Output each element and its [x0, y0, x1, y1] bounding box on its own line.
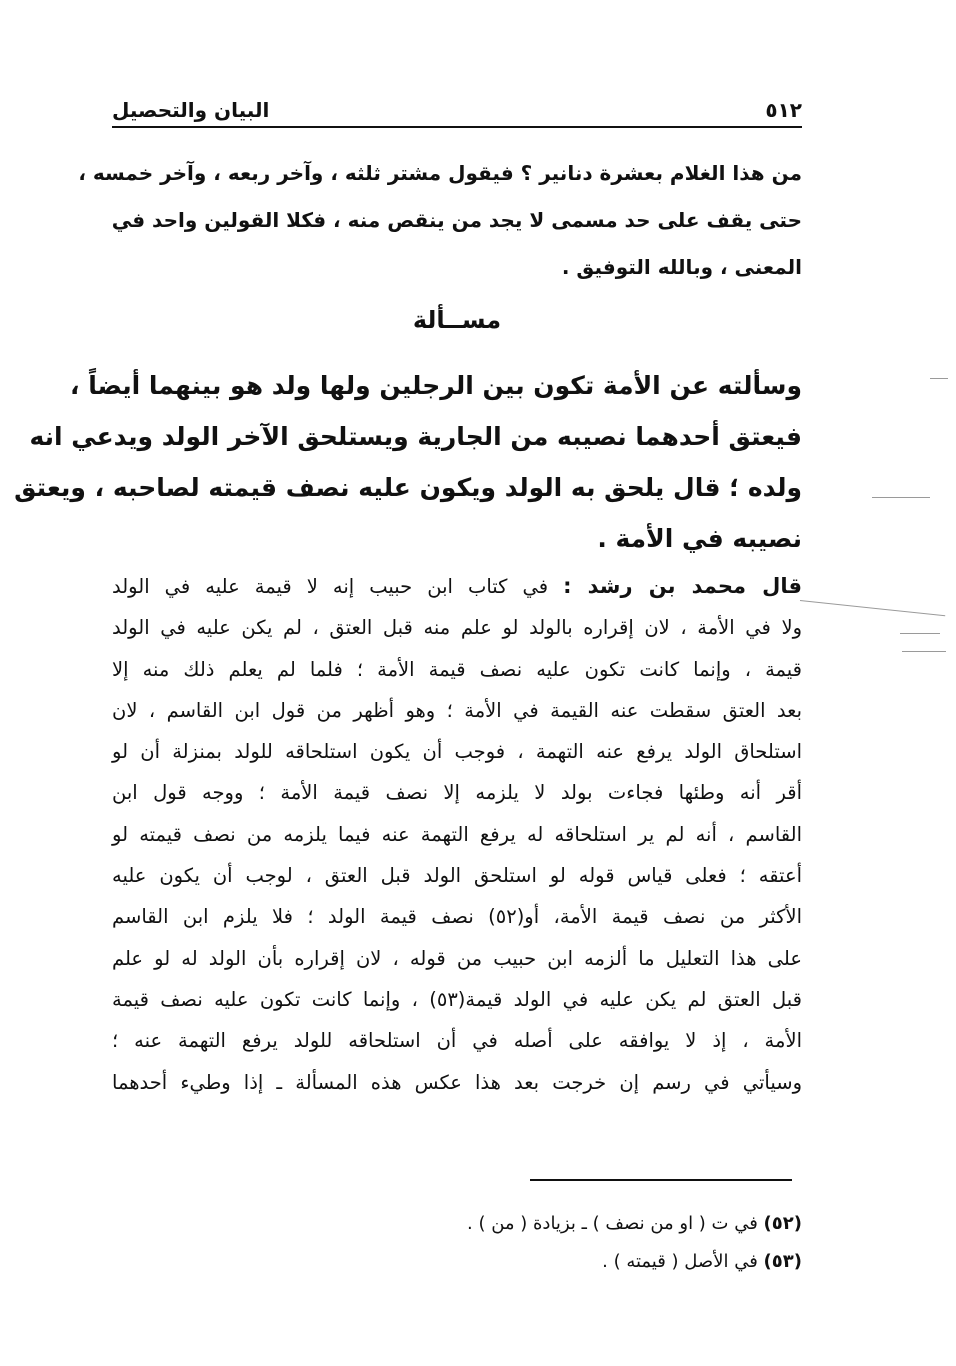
footnote-number: (٥٣) [763, 1251, 802, 1272]
text-line: الأمة ، إذ لا يوافقه على أصله في أن استلحاقه للولد يرفع التهمة عنه ؛ [112, 1029, 802, 1053]
footnotes [112, 1205, 802, 1281]
text-line: قيمة ، وإنما كانت تكون عليه نصف قيمة الأمة ؛ فلما لم يعلم ذلك منه إلا [112, 657, 802, 681]
commentary-paragraph [112, 566, 802, 1103]
question-paragraph [14, 360, 802, 564]
text-line: على هذا التعليل ما ألزمه ابن حبيب من قوله ، لان إقراره بأن الولد له لو علم [112, 946, 802, 970]
text-line: ولده ؛ قال يلحق به الولد ويكون عليه نصف قيمته لصاحبه ، ويعتق [14, 473, 802, 502]
scan-artifact [872, 497, 930, 498]
scan-artifact [902, 651, 946, 652]
footnote-line [112, 1205, 802, 1243]
text-line: استلحاق الولد يرفع عنه التهمة ، فوجب أن يكون استلحاقه للولد بمنزلة أن لو [112, 740, 802, 764]
scan-artifact [930, 378, 948, 379]
text-line: وسألته عن الأمة تكون بين الرجلين ولها ولد هو بينهما أيضاً ، [70, 371, 802, 400]
intro-paragraph [78, 150, 802, 291]
text-line: المعنى ، وبالله التوفيق . [561, 255, 802, 279]
text-line: وسيأتي في رسم إن خرجت بعد هذا عكس هذه المسألة ـ إذا وطيء أحدهما [112, 1070, 802, 1094]
text-line: ولا في الأمة ، لان إقراره بالولد لو علم منه قبل العتق ، لم يكن عليه في الولد [112, 616, 802, 640]
page-number: ٥١٢ [765, 98, 802, 122]
footnote-text: في ت ( او من نصف ) ـ بزيادة ( من ) . [467, 1213, 764, 1234]
page-header [112, 92, 802, 128]
text-segment: في كتاب ابن حبيب إنه لا قيمة عليه في الولد [112, 575, 564, 598]
footnote-text: في الأصل ( قيمته ) . [602, 1251, 764, 1272]
text-line: فيعتق أحدهما نصيبه من الجارية ويستلحق الآخر الولد ويدعي انه [29, 422, 802, 451]
running-title: البيان والتحصيل [112, 98, 270, 122]
text-line: قبل العتق لم يكن عليه في الولد قيمة(٥٣) ، وإنما كانت تكون عليه نصف قيمة [112, 987, 802, 1011]
commentary-lead: قال محمد بن رشد : [563, 574, 803, 598]
text-line: نصيبه في الأمة . [597, 524, 802, 553]
text-line: القاسم ، أنه لم ير استلحاقه له يرفع التهمة عنه فيما يلزمه من نصف قيمته لو [112, 822, 802, 846]
footnote-number: (٥٢) [763, 1213, 802, 1234]
scan-artifact [800, 600, 945, 616]
footnote-line [112, 1243, 802, 1281]
scan-artifact [900, 633, 940, 634]
text-line: الأكثر من نصف قيمة الأمة، أو(٥٢) نصف قيمة الولد ؛ فلا يلزم ابن القاسم [112, 905, 802, 929]
text-line: بعد العتق سقطت عنه القيمة في الأمة ؛ وهو أظهر من قول ابن القاسم ، لان [112, 698, 802, 722]
text-line: حتى يقف على حد مسمى لا يجد من ينقص منه ، فكلا القولين واحد في [111, 208, 802, 232]
section-title: مســألة [412, 306, 502, 334]
text-line: من هذا الغلام بعشرة دنانير ؟ فيقول مشتر ثلثه ، وآخر ربعه ، وآخر خمسه ، [78, 161, 802, 185]
footnote-separator [530, 1179, 792, 1181]
text-line: أعتقه ؛ فعلى قياس قوله لو استلحق الولد قبل العتق ، لوجب أن يكون عليه [112, 864, 802, 888]
text-line [112, 566, 802, 607]
text-line: أقر أنه وطئها فجاءت بولد لا يلزمه إلا نصف قيمة الأمة ؛ ووجه قول ابن [112, 781, 802, 805]
